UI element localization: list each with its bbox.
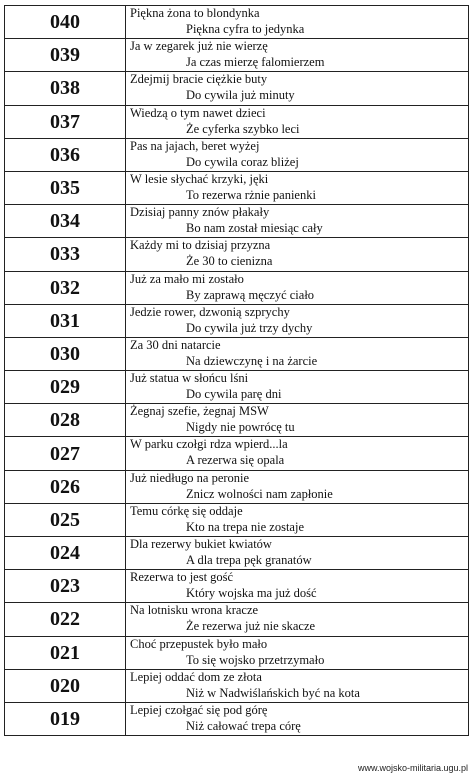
day-number: 028 bbox=[5, 404, 126, 437]
verse-cell bbox=[126, 6, 469, 39]
day-number: 038 bbox=[5, 72, 126, 105]
day-number: 031 bbox=[5, 304, 126, 337]
day-number: 025 bbox=[5, 503, 126, 536]
verse-line-2: Znicz wolności nam zapłonie bbox=[186, 486, 333, 501]
day-number: 024 bbox=[5, 537, 126, 570]
verse-cell bbox=[126, 603, 469, 636]
verse-line-1: Rezerwa to jest gość bbox=[130, 570, 234, 585]
table-row bbox=[5, 371, 469, 404]
day-number: 039 bbox=[5, 39, 126, 72]
table-row bbox=[5, 6, 469, 39]
table-row bbox=[5, 702, 469, 735]
verse-line-1: Dla rezerwy bukiet kwiatów bbox=[130, 537, 272, 551]
table-row bbox=[5, 238, 469, 271]
table-row bbox=[5, 39, 469, 72]
verse-line-1: Ja w zegarek już nie wierzę bbox=[130, 39, 268, 54]
table-row bbox=[5, 636, 469, 669]
verse-cell bbox=[126, 39, 469, 72]
verse-cell bbox=[126, 138, 469, 171]
table-row bbox=[5, 337, 469, 370]
table-row bbox=[5, 171, 469, 204]
day-number: 036 bbox=[5, 138, 126, 171]
verse-line-1: Za 30 dni natarcie bbox=[130, 337, 221, 352]
verse-line-2: To się wojsko przetrzymało bbox=[186, 652, 325, 667]
verse-cell bbox=[126, 437, 469, 470]
table-row bbox=[5, 404, 469, 437]
verse-cell bbox=[126, 304, 469, 337]
verse-line-1: Pas na jajach, beret wyżej bbox=[130, 138, 260, 153]
day-number: 021 bbox=[5, 636, 126, 669]
table-row bbox=[5, 72, 469, 105]
verse-line-1: Już za mało mi zostało bbox=[130, 271, 244, 286]
verse-cell bbox=[126, 171, 469, 204]
day-number: 020 bbox=[5, 669, 126, 702]
verse-line-2: Do cywila parę dni bbox=[186, 387, 282, 402]
table-row bbox=[5, 105, 469, 138]
table-row bbox=[5, 537, 469, 570]
verse-line-2: Bo nam został miesiąc cały bbox=[186, 221, 323, 236]
day-number: 027 bbox=[5, 437, 126, 470]
table-row bbox=[5, 570, 469, 603]
verse-line-1: Lepiej oddać dom ze złota bbox=[130, 669, 262, 684]
countdown-verse-table bbox=[4, 5, 469, 736]
verse-cell bbox=[126, 537, 469, 570]
table-row bbox=[5, 138, 469, 171]
verse-cell bbox=[126, 205, 469, 238]
verse-cell bbox=[126, 702, 469, 735]
day-number: 032 bbox=[5, 271, 126, 304]
verse-line-1: Na lotnisku wrona kracze bbox=[130, 603, 259, 618]
verse-cell bbox=[126, 404, 469, 437]
verse-line-2: Do cywila już trzy dychy bbox=[186, 320, 313, 335]
verse-line-2: A dla trepa pęk granatów bbox=[186, 553, 312, 567]
verse-cell bbox=[126, 271, 469, 304]
verse-line-1: Temu córkę się oddaje bbox=[130, 503, 243, 518]
verse-line-2: Do cywila już minuty bbox=[186, 88, 295, 103]
table-row bbox=[5, 271, 469, 304]
verse-line-2: Że cyferka szybko leci bbox=[186, 121, 300, 136]
verse-line-1: W parku czołgi rdza wpierd...la bbox=[130, 437, 288, 452]
verse-line-2: Że rezerwa już nie skacze bbox=[186, 619, 316, 634]
verse-line-2: Niż w Nadwiślańskich być na kota bbox=[186, 685, 360, 700]
verse-cell bbox=[126, 72, 469, 105]
verse-line-1: Żegnaj szefie, żegnaj MSW bbox=[130, 404, 269, 419]
verse-line-2: Do cywila coraz bliżej bbox=[186, 154, 299, 169]
day-number: 026 bbox=[5, 470, 126, 503]
verse-cell bbox=[126, 337, 469, 370]
verse-line-2: Nigdy nie powrócę tu bbox=[186, 420, 295, 435]
day-number: 023 bbox=[5, 570, 126, 603]
verse-line-1: Już statua w słońcu lśni bbox=[130, 371, 249, 386]
day-number: 035 bbox=[5, 171, 126, 204]
table-row bbox=[5, 669, 469, 702]
verse-line-1: Każdy mi to dzisiaj przyzna bbox=[130, 238, 271, 253]
verse-line-2: A rezerwa się opala bbox=[186, 453, 285, 468]
verse-cell bbox=[126, 105, 469, 138]
verse-line-2: Kto na trepa nie zostaje bbox=[186, 519, 305, 534]
verse-line-2: Niż całować trepa córę bbox=[186, 718, 301, 733]
verse-line-2: To rezerwa rżnie panienki bbox=[186, 187, 316, 202]
website-footer: www.wojsko-militaria.ugu.pl bbox=[357, 763, 468, 773]
day-number: 029 bbox=[5, 371, 126, 404]
verse-line-1: Wiedzą o tym nawet dzieci bbox=[130, 105, 266, 120]
verse-cell bbox=[126, 570, 469, 603]
verse-line-1: Piękna żona to blondynka bbox=[130, 6, 260, 20]
verse-line-2: By zaprawą męczyć ciało bbox=[186, 287, 315, 302]
verse-cell bbox=[126, 470, 469, 503]
day-number: 040 bbox=[5, 6, 126, 39]
table-row bbox=[5, 304, 469, 337]
day-number: 019 bbox=[5, 702, 126, 735]
verse-line-2: Piękna cyfra to jedynka bbox=[186, 22, 305, 36]
table-row bbox=[5, 470, 469, 503]
verse-line-1: Jedzie rower, dzwonią szprychy bbox=[130, 304, 290, 319]
table-body bbox=[5, 6, 469, 736]
verse-cell bbox=[126, 371, 469, 404]
table-row bbox=[5, 205, 469, 238]
table-row bbox=[5, 503, 469, 536]
verse-line-2: Na dziewczynę i na żarcie bbox=[186, 353, 318, 368]
day-number: 037 bbox=[5, 105, 126, 138]
verse-line-2: Który wojska ma już dość bbox=[186, 586, 317, 601]
day-number: 033 bbox=[5, 238, 126, 271]
table-row bbox=[5, 437, 469, 470]
verse-line-1: Choć przepustek było mało bbox=[130, 636, 268, 651]
verse-line-1: Zdejmij bracie ciężkie buty bbox=[130, 72, 268, 87]
verse-cell bbox=[126, 503, 469, 536]
verse-cell bbox=[126, 636, 469, 669]
verse-line-1: W lesie słychać krzyki, jęki bbox=[130, 171, 269, 186]
table-row bbox=[5, 603, 469, 636]
day-number: 034 bbox=[5, 205, 126, 238]
verse-cell bbox=[126, 238, 469, 271]
day-number: 030 bbox=[5, 337, 126, 370]
verse-line-1: Już niedługo na peronie bbox=[130, 470, 250, 485]
verse-line-1: Lepiej czołgać się pod górę bbox=[130, 702, 268, 717]
day-number: 022 bbox=[5, 603, 126, 636]
verse-cell bbox=[126, 669, 469, 702]
verse-line-2: Ja czas mierzę falomierzem bbox=[186, 55, 325, 70]
verse-line-2: Że 30 to cienizna bbox=[186, 254, 273, 269]
verse-line-1: Dzisiaj panny znów płakały bbox=[130, 205, 270, 220]
